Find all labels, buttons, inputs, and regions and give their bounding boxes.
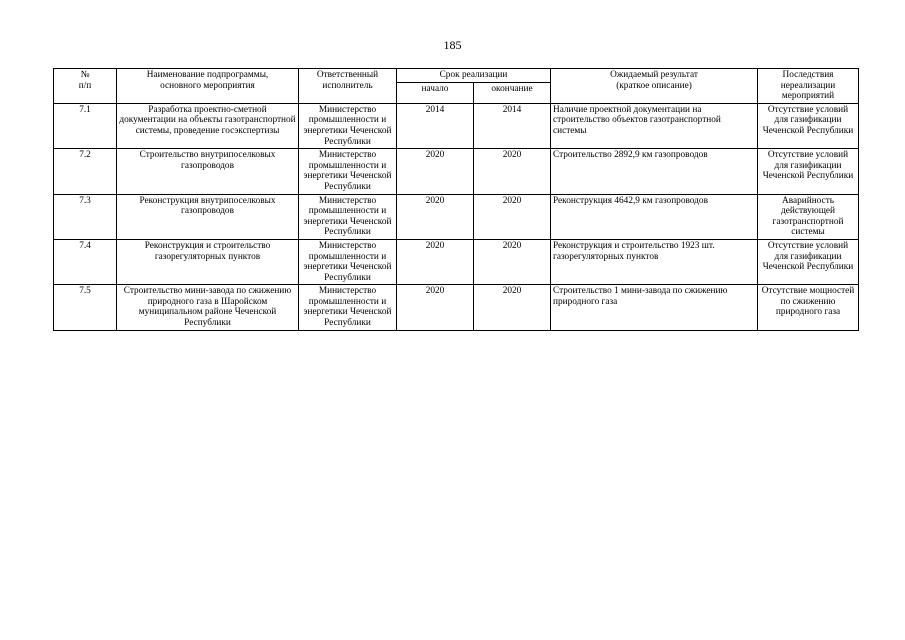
row-name: Строительство мини-завода по сжижению природного газа в Шаройском муниципальном районе Чеченской Республики: [117, 285, 299, 330]
table-row: [54, 239, 859, 284]
row-num: 7.4: [54, 239, 117, 284]
row-start: 2014: [397, 103, 474, 148]
row-name: Разработка проектно-сметной документации на объекты газотранспортной системы, проведение госэкспертизы: [117, 103, 299, 148]
header-executor: Ответственный исполнитель: [299, 69, 397, 104]
row-start: 2020: [397, 285, 474, 330]
row-executor: Министерство промышленности и энергетики Чеченской Республики: [299, 103, 397, 148]
row-start: 2020: [397, 194, 474, 239]
table-row: [54, 149, 859, 194]
row-end: 2014: [474, 103, 551, 148]
row-start: 2020: [397, 239, 474, 284]
row-result: Строительство 1 мини-завода по сжижению природного газа: [551, 285, 758, 330]
row-end: 2020: [474, 285, 551, 330]
row-executor: Министерство промышленности и энергетики Чеченской Республики: [299, 239, 397, 284]
row-consequences: Отсутствие условий для газификации Чеченской Республики: [758, 239, 859, 284]
header-start: начало: [397, 82, 474, 103]
row-num: 7.2: [54, 149, 117, 194]
row-result: Строительство 2892,9 км газопроводов: [551, 149, 758, 194]
row-result: Реконструкция 4642,9 км газопроводов: [551, 194, 758, 239]
header-result: Ожидаемый результат (краткое описание): [551, 69, 758, 104]
row-num: 7.1: [54, 103, 117, 148]
row-end: 2020: [474, 194, 551, 239]
row-executor: Министерство промышленности и энергетики Чеченской Республики: [299, 194, 397, 239]
row-start: 2020: [397, 149, 474, 194]
row-name: Реконструкция и строительство газорегуляторных пунктов: [117, 239, 299, 284]
header-consequences: Последствия нереализации мероприятий: [758, 69, 859, 104]
row-consequences: Отсутствие мощностей по сжижению природного газа: [758, 285, 859, 330]
header-term: Срок реализации: [397, 69, 551, 83]
row-name: Реконструкция внутрипоселковых газопроводов: [117, 194, 299, 239]
table-row: [54, 194, 859, 239]
row-end: 2020: [474, 149, 551, 194]
header-row: [54, 69, 859, 83]
row-end: 2020: [474, 239, 551, 284]
row-consequences: Аварийность действующей газотранспортной системы: [758, 194, 859, 239]
row-executor: Министерство промышленности и энергетики Чеченской Республики: [299, 149, 397, 194]
row-result: Реконструкция и строительство 1923 шт. газорегуляторных пунктов: [551, 239, 758, 284]
row-num: 7.5: [54, 285, 117, 330]
row-num: 7.3: [54, 194, 117, 239]
table-row: [54, 103, 859, 148]
row-consequences: Отсутствие условий для газификации Чеченской Республики: [758, 103, 859, 148]
row-consequences: Отсутствие условий для газификации Чеченской Республики: [758, 149, 859, 194]
page-number: 185: [443, 38, 462, 52]
header-num: № п/п: [54, 69, 117, 104]
header-end: окончание: [474, 82, 551, 103]
row-executor: Министерство промышленности и энергетики Чеченской Республики: [299, 285, 397, 330]
table-row: [54, 285, 859, 330]
header-name: Наименование подпрограммы, основного мероприятия: [117, 69, 299, 104]
measures-table: [53, 68, 859, 331]
row-result: Наличие проектной документации на строительство объектов газотранспортной системы: [551, 103, 758, 148]
row-name: Строительство внутрипоселковых газопроводов: [117, 149, 299, 194]
